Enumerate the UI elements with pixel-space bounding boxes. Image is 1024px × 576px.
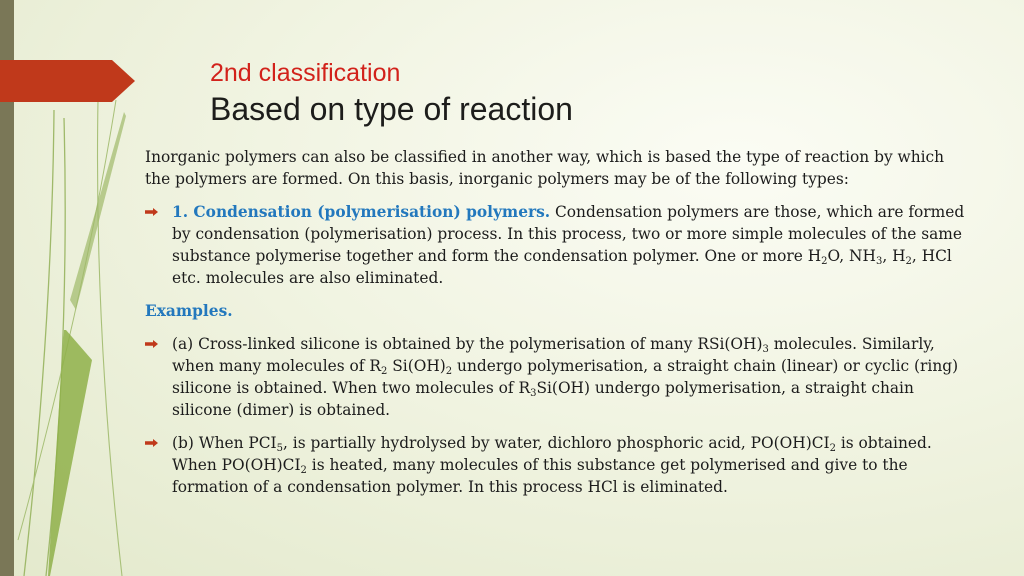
subscript: 3 [762, 344, 769, 355]
bullet-text: molecules. Similarly, when many molecules of R [172, 335, 935, 375]
bullet-text: , is partially hydrolysed by water, dichloro phosphoric acid, PO(OH)CI [282, 434, 830, 452]
subscript: 3 [530, 388, 537, 399]
subscript: 3 [875, 256, 883, 267]
bullet-heading: 1. Condensation (polymerisation) polymers. [172, 203, 551, 221]
bullet-text: O, NH [827, 247, 876, 265]
title-accent-tab [0, 60, 135, 102]
bullet-text: undergo polymerisation, a straight chain (linear) or cyclic (ring) silicone is obtained. When two molecules of R [172, 357, 959, 397]
bullet-text: Si(OH) [387, 357, 446, 375]
intro-paragraph: Inorganic polymers can also be classified in another way, which is based the type of reaction by which the polymers are formed. On this basis, inorganic polymers may be of the following types: [145, 148, 945, 188]
subscript: 2 [905, 256, 912, 267]
bullet-text: Condensation polymers are those, which are formed by condensation (polymerisation) process. In this process, two or more simple molecules of the same substance polymerise together and form the condensation polymer. One or more H [172, 203, 965, 265]
bullet-text: (b) When PCI [172, 434, 277, 452]
bullet-text: is obtained. When PO(OH)CI [172, 434, 932, 474]
bullet-text: , HCl etc. molecules are also eliminated. [172, 247, 952, 287]
arrow-bullet-icon [145, 439, 158, 447]
examples-heading: Examples. [145, 302, 233, 320]
slide-body [145, 146, 970, 509]
bullet-text: is heated, many molecules of this substance get polymerised and give to the formation of a condensation polymer. In this process HCl is eliminated. [172, 456, 908, 496]
subscript: 2 [380, 366, 388, 377]
bullet-example-phosphoric-acid [145, 432, 970, 498]
subscript: 2 [445, 366, 453, 377]
bullet-example-silicone [145, 333, 970, 421]
subscript: 2 [829, 443, 836, 454]
subscript: 2 [300, 465, 307, 476]
bullet-text: , H [882, 247, 906, 265]
arrow-bullet-icon [145, 340, 158, 348]
arrow-bullet-icon [145, 208, 158, 216]
slide-title [210, 58, 573, 129]
subscript: 5 [276, 443, 283, 454]
bullet-text: (a) Cross-linked silicone is obtained by the polymerisation of many RSi(OH) [172, 335, 763, 353]
bullet-text: Si(OH) undergo polymerisation, a straight chain silicone (dimer) is obtained. [172, 379, 914, 419]
title-line-1: 2nd classification [210, 59, 401, 87]
bullet-condensation-polymers [145, 201, 970, 289]
subscript: 2 [821, 256, 828, 267]
title-line-2: Based on type of reaction [210, 91, 573, 127]
